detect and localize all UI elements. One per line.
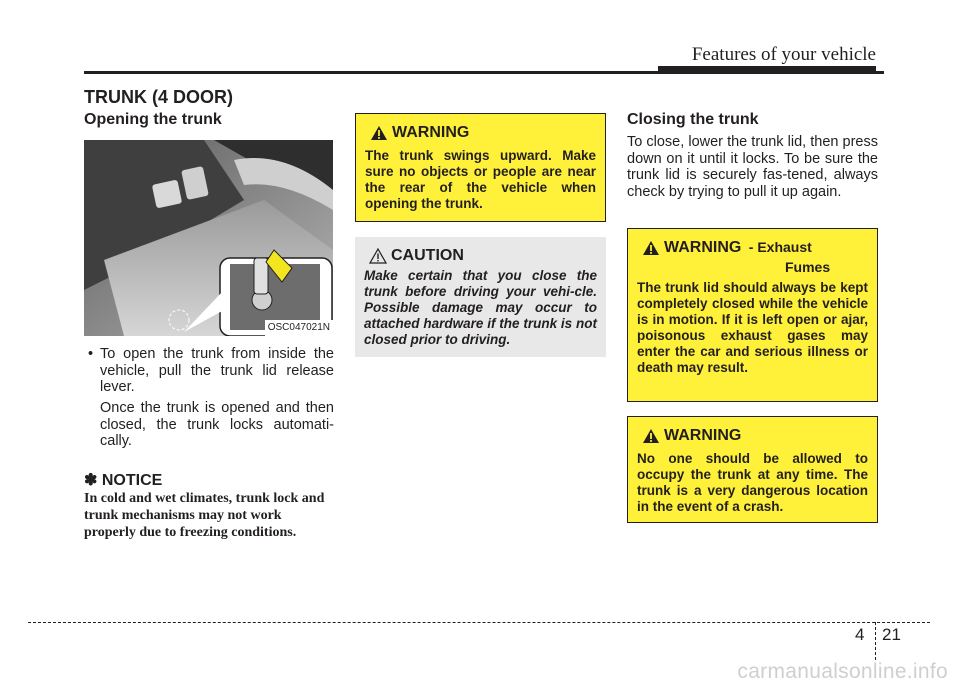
caution-text: Make certain that you close the trunk before driving your vehi-cle. Possible damage may occur to attached hardware if the trunk is not closed prior to driving. <box>364 268 597 347</box>
page-number: 21 <box>882 625 901 644</box>
warning-subtitle: - Exhaust <box>748 239 812 255</box>
bullet-text: To open the trunk from inside the vehicle, pull the trunk lid release lever. <box>100 346 334 395</box>
warning-triangle-icon <box>642 240 660 256</box>
warning-box-trunk-swing <box>355 113 606 222</box>
bullet-dot: • <box>88 346 94 362</box>
warning-text: No one should be allowed to occupy the trunk at any time. The trunk is a very dangerous location in the event of a crash. <box>637 451 868 514</box>
warning-text: The trunk swings upward. Make sure no objects or people are near the rear of the vehicle when opening the trunk. <box>365 148 596 211</box>
header-rule-accent <box>658 66 876 73</box>
warning-subtitle-line2: Fumes <box>785 259 831 275</box>
page-separator <box>875 622 876 660</box>
warning-title-main: WARNING <box>664 239 742 256</box>
closing-heading: Closing the trunk <box>627 111 759 128</box>
caution-title: CAUTION <box>391 247 464 264</box>
car-interior-photo <box>84 140 333 336</box>
warning-triangle-icon <box>642 428 660 444</box>
warning-box-exhaust <box>627 228 878 402</box>
page-chapter: 4 <box>855 625 865 644</box>
caution-triangle-icon <box>369 248 387 264</box>
warning-title: WARNING <box>664 427 742 444</box>
notice-title: ✽ NOTICE <box>84 472 163 489</box>
header-title: Features of your vehicle <box>691 44 876 65</box>
notice-text: In cold and wet climates, trunk lock and trunk mechanisms may not work properly due to freezing conditions. <box>84 491 325 540</box>
bullet-item <box>88 346 334 396</box>
watermark: carmanualsonline.info <box>737 660 948 683</box>
warning-title: WARNING <box>392 124 470 141</box>
footer-rule <box>28 622 930 623</box>
warning-title <box>664 239 812 257</box>
warning-triangle-icon <box>370 125 388 141</box>
section-title: TRUNK (4 DOOR) <box>84 87 233 107</box>
bullet-continuation: Once the trunk is opened and then closed, the trunk locks automati-cally. <box>100 400 334 449</box>
closing-text: To close, lower the trunk lid, then press down on it until it locks. To be sure the trunk lid is securely fas-tened, always check by trying to pull it up again. <box>627 134 878 200</box>
opening-heading: Opening the trunk <box>84 111 222 128</box>
photo-code: OSC047021N <box>265 320 333 336</box>
warning-text: The trunk lid should always be kept completely closed while the vehicle is in motion. If it is left open or ajar, poisonous exhaust gases may enter the car and serious illness or death may result. <box>637 280 868 375</box>
caution-box <box>355 237 606 357</box>
warning-box-occupy-trunk <box>627 416 878 523</box>
